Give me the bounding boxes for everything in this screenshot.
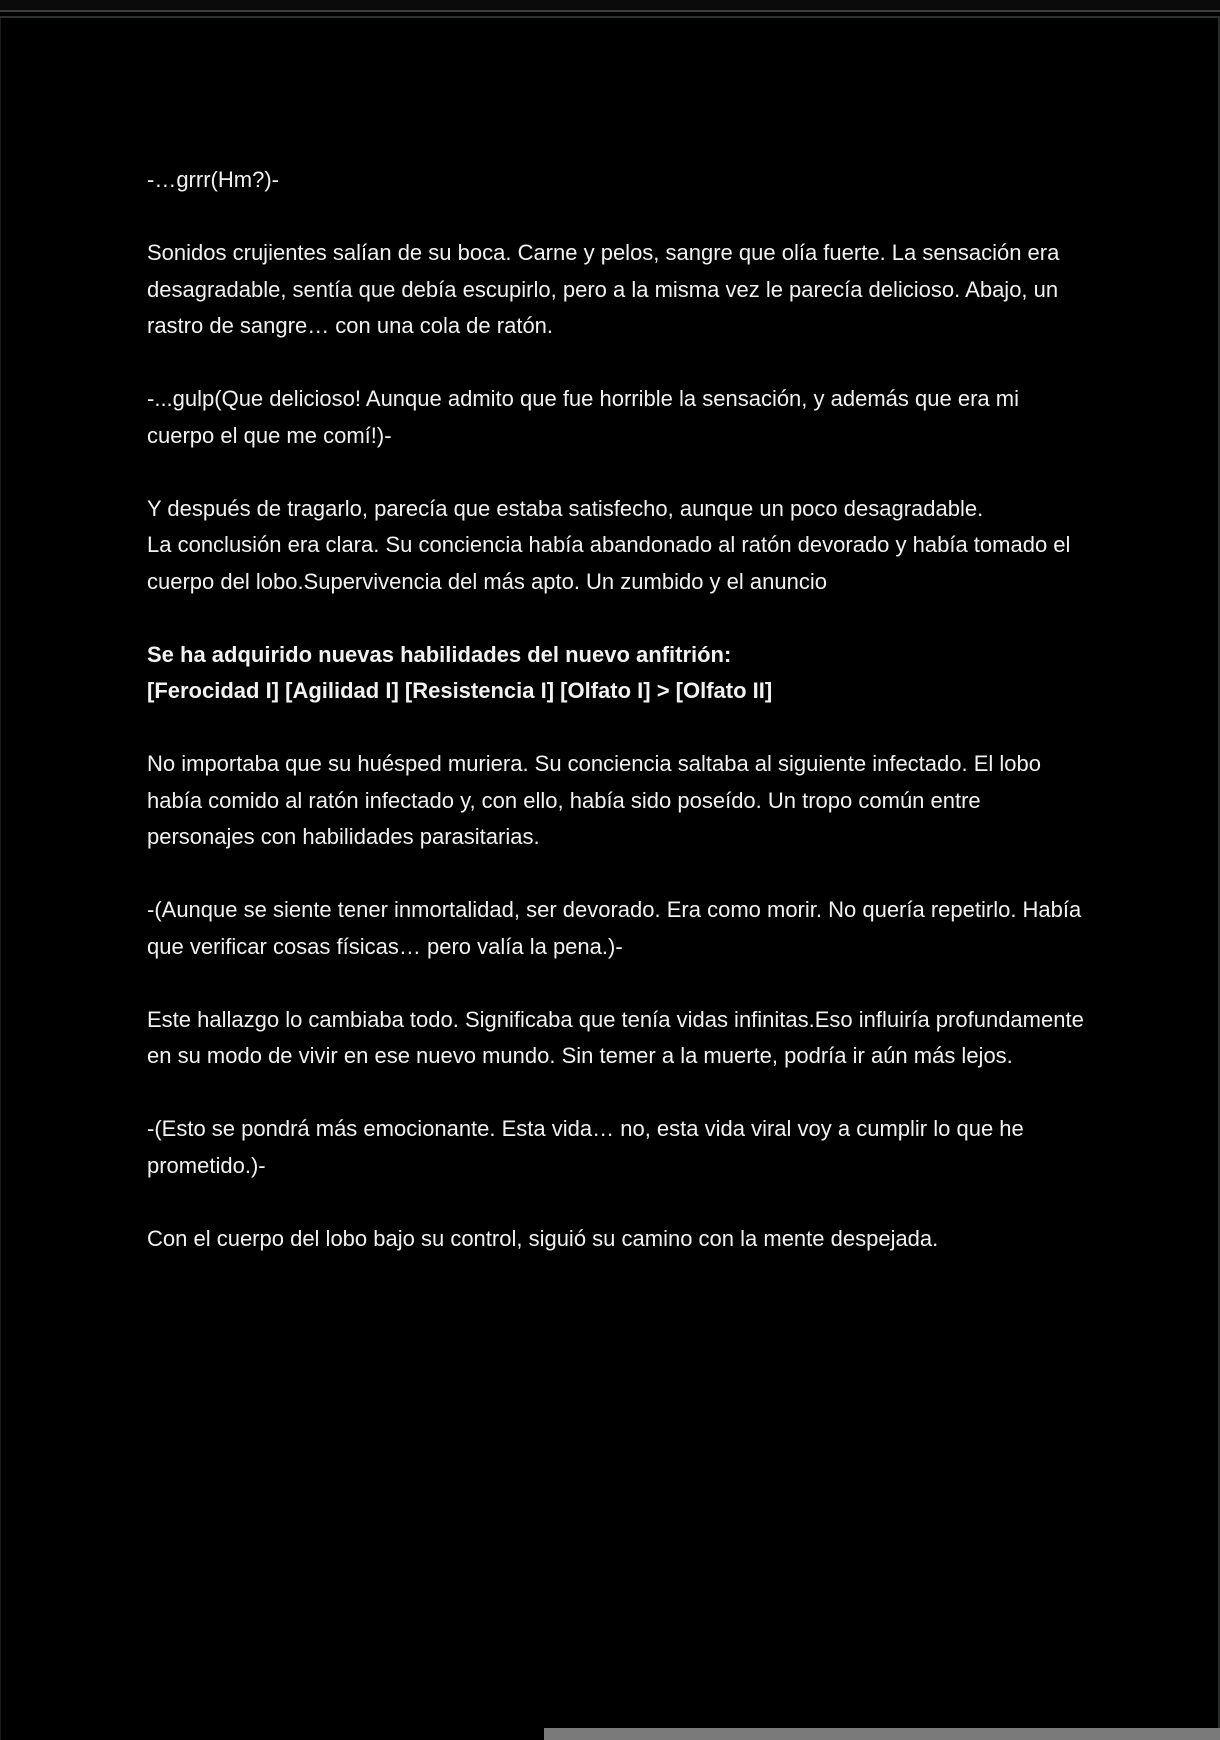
top-divider	[0, 16, 1220, 18]
paragraph-discovery: Este hallazgo lo cambiaba todo. Significaba que tenía vidas infinitas.Eso influiría profundamente en su modo de vivir en ese nuevo mundo. Sin temer a la muerte, podría ir aún más lejos.	[147, 1006, 1084, 1068]
paragraph-satisfied: Y después de tragarlo, parecía que estaba satisfecho, aunque un poco desagradable.	[147, 495, 984, 521]
system-announcement-skills: [Ferocidad I] [Agilidad I] [Resistencia I] [Olfato I] > [Olfato II]	[147, 678, 773, 703]
system-announcement-heading: Se ha adquirido nuevas habilidades del nuevo anfitrión:	[147, 641, 732, 667]
paragraph-growl: -…grrr(Hm?)-	[147, 167, 279, 192]
top-toolbar-band	[0, 0, 1220, 12]
paragraph-wolf-control: Con el cuerpo del lobo bajo su control, siguió su camino con la mente despejada.	[147, 1225, 939, 1251]
left-border	[0, 18, 1, 1740]
horizontal-scrollbar[interactable]	[544, 1728, 1220, 1740]
document-body	[147, 162, 1087, 1294]
paragraph-exciting: -(Esto se pondrá más emocionante. Esta vida… no, esta vida viral voy a cumplir lo que he prometido.)-	[147, 1116, 1024, 1178]
paragraph-immortality: -(Aunque se siente tener inmortalidad, ser devorado. Era como morir. No quería repetirlo. Había que verificar cosas físicas… pero valía la pena.)-	[147, 897, 1082, 959]
paragraph-conclusion: La conclusión era clara. Su conciencia había abandonado al ratón devorado y había tomado el cuerpo del lobo.Supervivencia del más apto. Un zumbido y el anuncio	[147, 532, 1071, 594]
paragraph-gulp: -...gulp(Que delicioso! Aunque admito que fue horrible la sensación, y además que era mi cuerpo el que me comí!)-	[147, 386, 1019, 448]
paragraph-crunching: Sonidos crujientes salían de su boca. Carne y pelos, sangre que olía fuerte. La sensación era desagradable, sentía que debía escupirlo, pero a la misma vez le parecía delicioso. Abajo, un rastro de sangre… con una cola de ratón.	[147, 240, 1060, 338]
paragraph-host-death: No importaba que su huésped muriera. Su conciencia saltaba al siguiente infectado. El lobo había comido al ratón infectado y, con ello, había sido poseído. Un tropo común entre personajes con habilidades parasitarias.	[147, 751, 1041, 849]
